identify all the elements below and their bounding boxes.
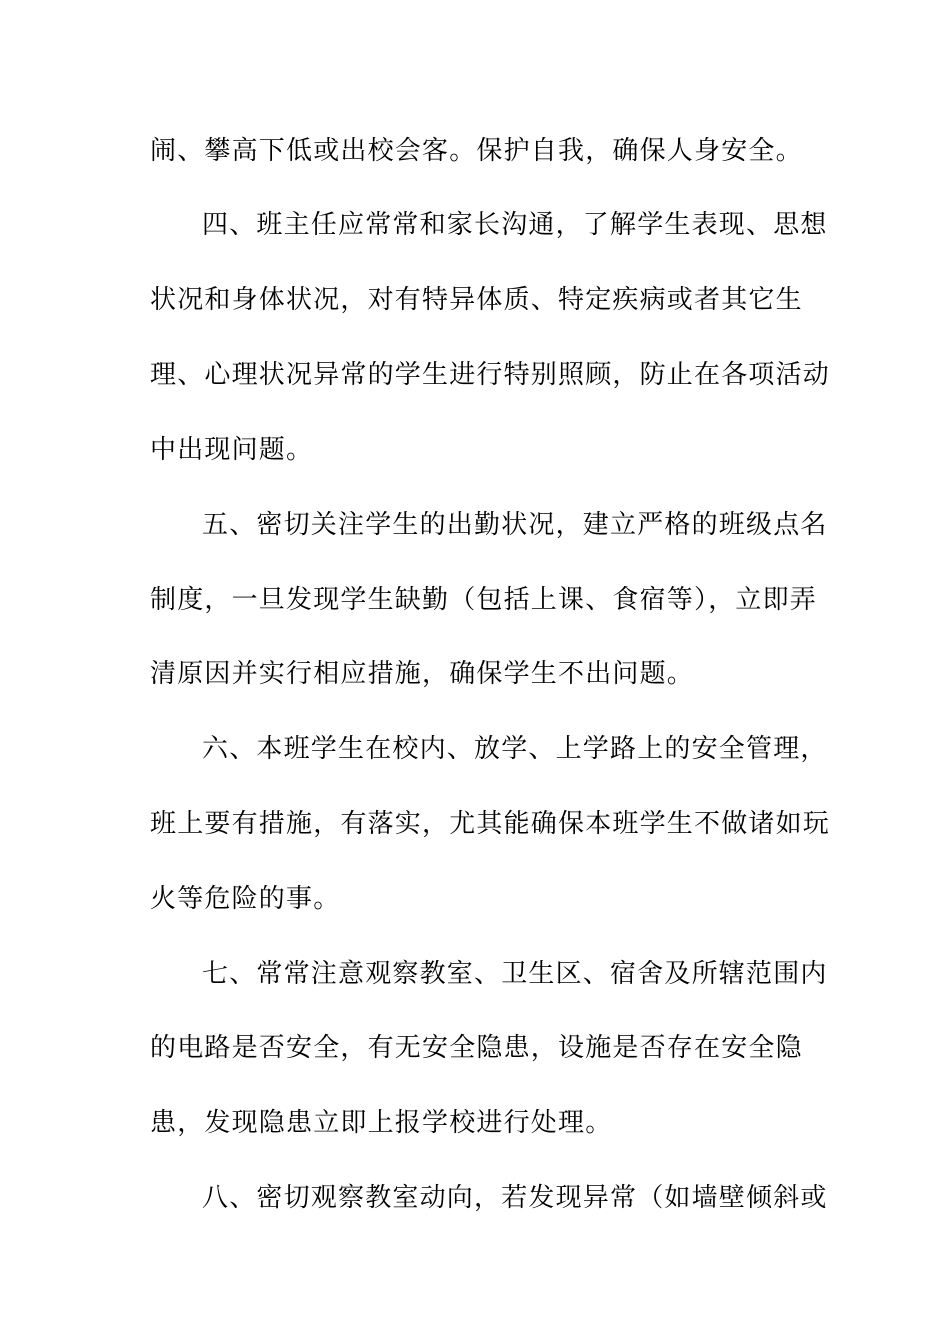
text-line: 理、心理状况异常的学生进行特别照顾，防止在各项活动 (150, 360, 831, 390)
paragraph-6-line: 六、本班学生在校内、放学、上学路上的安全管理， (202, 734, 828, 764)
text-line: 患，发现隐患立即上报学校进行处理。 (150, 1108, 613, 1138)
text-line: 中出现问题。 (150, 435, 314, 465)
paragraph-5-line: 五、密切关注学生的出勤状况，建立严格的班级点名 (202, 510, 828, 540)
paragraph-8-line: 八、密切观察教室动向，若发现异常（如墙壁倾斜或 (202, 1183, 828, 1213)
text-line: 闹、攀高下低或出校会客。保护自我，确保人身安全。 (150, 136, 803, 166)
text-line: 班上要有措施，有落实，尤其能确保本班学生不做诸如玩 (150, 809, 831, 839)
paragraph-7-line: 七、常常注意观察教室、卫生区、宿舍及所辖范围内 (202, 959, 828, 989)
paragraph-4-line: 四、班主任应常常和家长沟通，了解学生表现、思想 (202, 210, 828, 240)
text-line: 制度，一旦发现学生缺勤（包括上课、食宿等），立即弄 (150, 585, 818, 615)
text-line: 状况和身体状况，对有特异体质、特定疾病或者其它生 (150, 285, 803, 315)
text-line: 的电路是否安全，有无安全隐患，设施是否存在安全隐 (150, 1033, 803, 1063)
text-line: 火等危险的事。 (150, 884, 341, 914)
text-line: 清原因并实行相应措施，确保学生不出问题。 (150, 659, 695, 689)
